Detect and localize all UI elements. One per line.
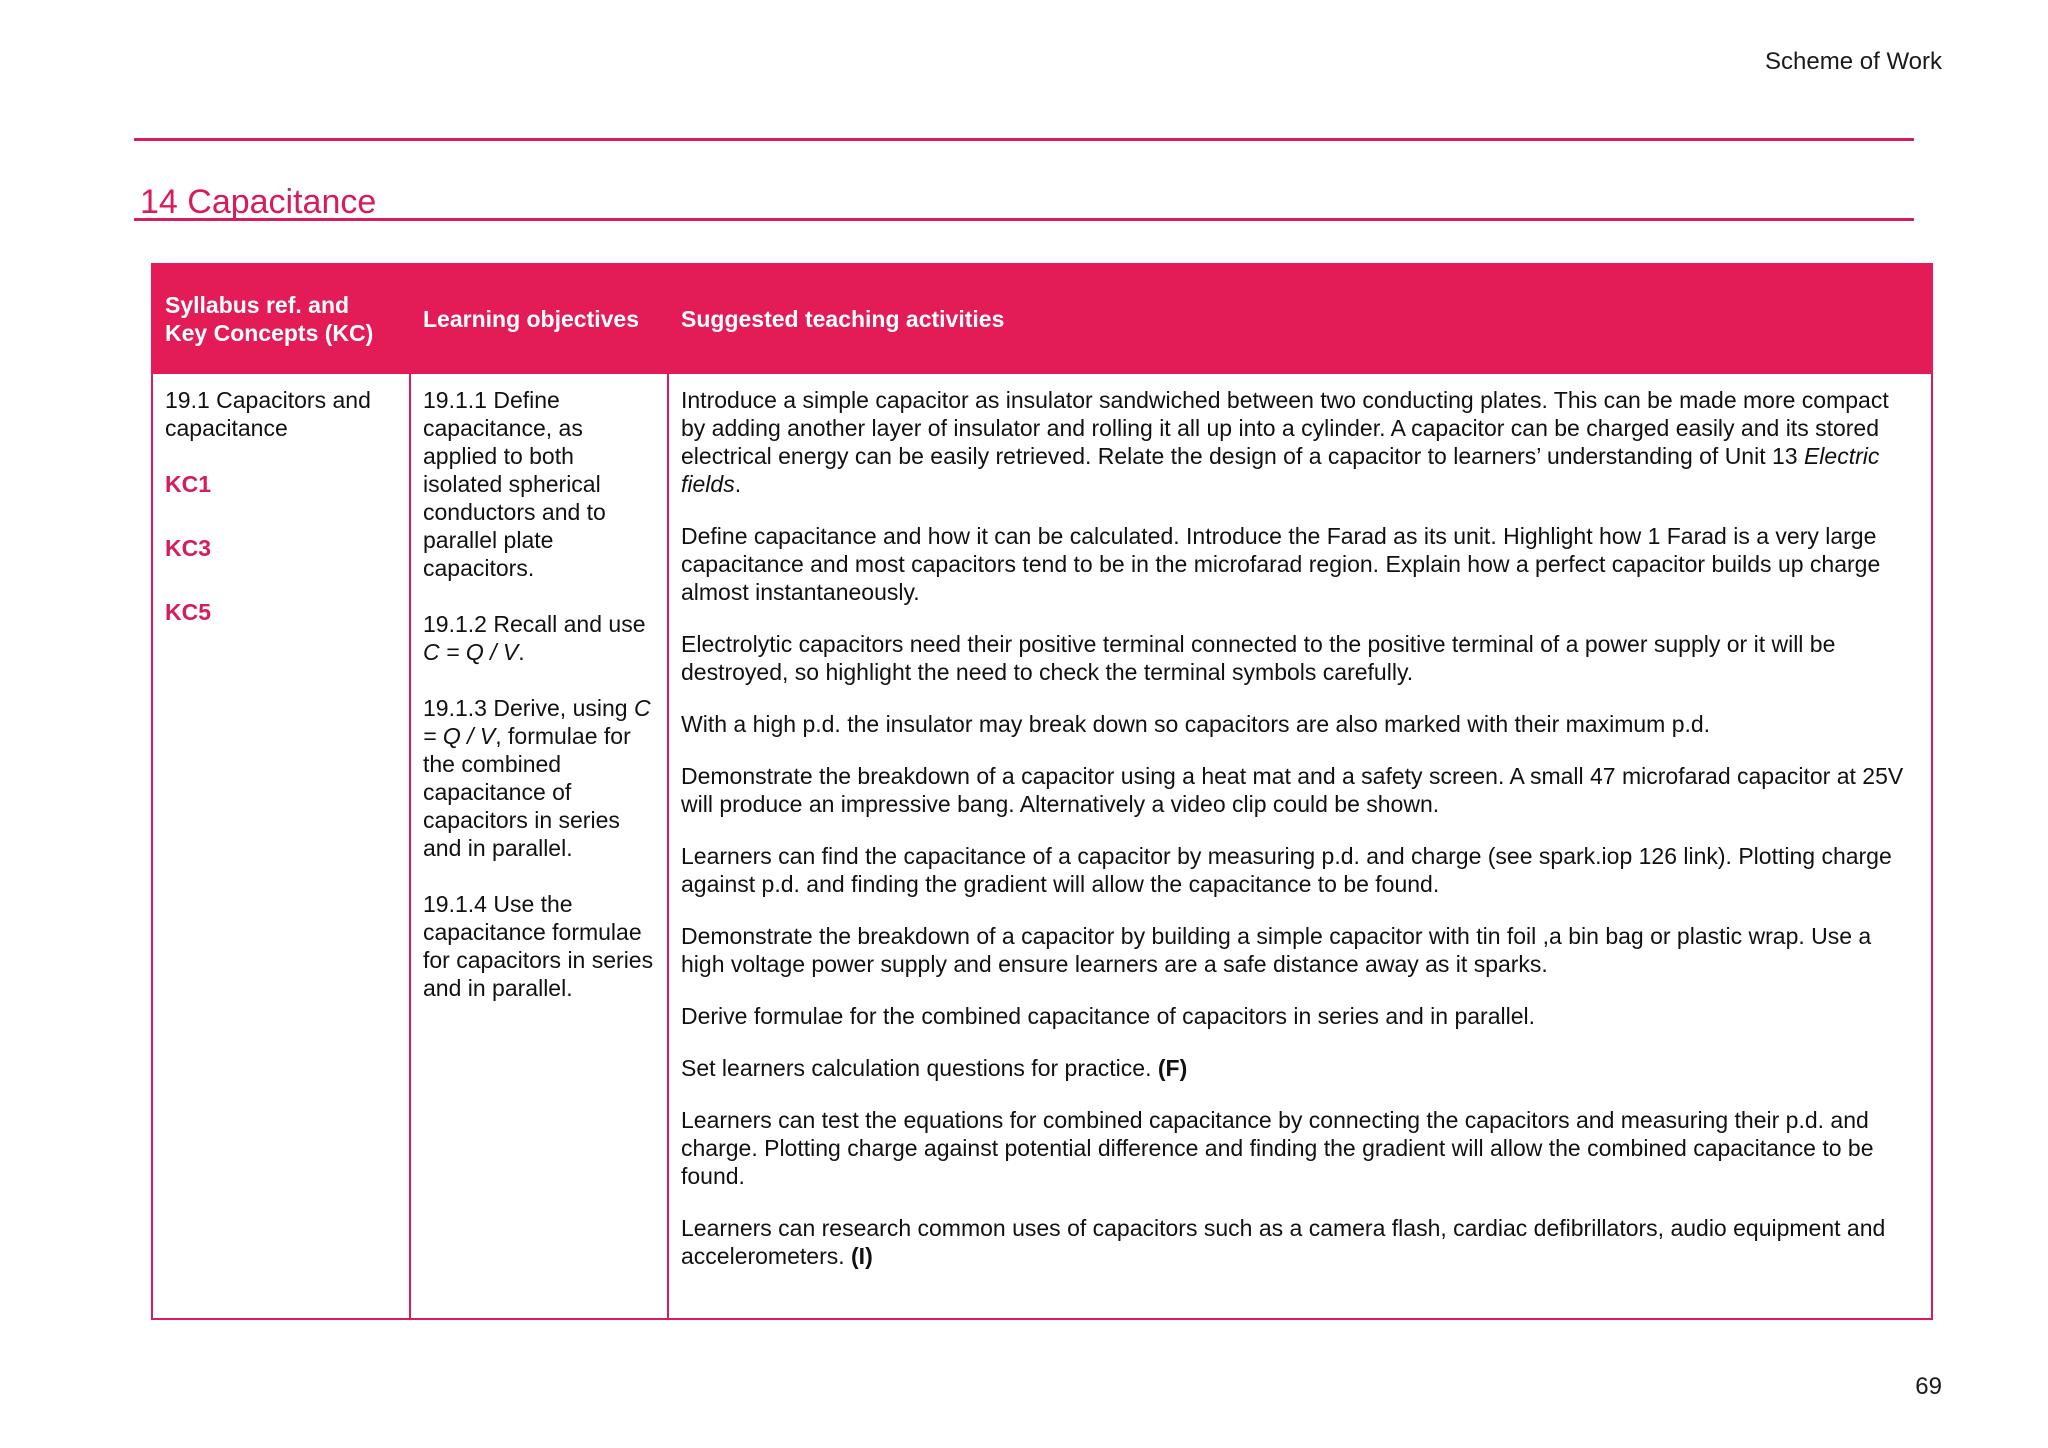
scheme-of-work-table [151, 263, 1933, 1320]
syllabus-ref: 19.1 Capacitors and capacitance [165, 387, 371, 441]
activity-paragraph: Learners can test the equations for combined capacitance by connecting the capacitors and measuring their p.d. and charge. Plotting charge against potential difference and finding the gradient will allow the combined capacitance to be found. [681, 1107, 1874, 1189]
key-concept-kc5: KC5 [165, 599, 212, 625]
activity-paragraph: Learners can find the capacitance of a capacitor by measuring p.d. and charge (see spark.iop 126 link). Plotting charge against p.d. and finding the gradient will allow the capacitance to be found. [681, 843, 1892, 897]
objective-19-1-4: 19.1.4 Use the capacitance formulae for capacitors in series and in parallel. [423, 891, 654, 1001]
objective-19-1-2: 19.1.2 Recall and use C = Q / V. [423, 611, 646, 665]
formative-marker: (F) [1157, 1055, 1188, 1081]
activity-paragraph: Define capacitance and how it can be calculated. Introduce the Farad as its unit. Highlight how 1 Farad is a very large capacitance and most capacitors tend to be in the microfarad region. Explain how a perfect capacitor builds up charge almost instantaneously. [681, 523, 1881, 605]
activity-paragraph: Electrolytic capacitors need their positive terminal connected to the positive terminal of a power supply or it will be destroyed, so highlight the need to check the terminal symbols carefully. [681, 631, 1836, 685]
title-rule-bottom [134, 218, 1914, 221]
independent-marker: (I) [851, 1243, 873, 1269]
page-number: 69 [1915, 1373, 1942, 1400]
objective-19-1-3: 19.1.3 Derive, using C = Q / V, formulae for the combined capacitance of capacitors in series and in parallel. [423, 695, 651, 861]
formula-c-q-v: C = Q / V [423, 695, 651, 749]
activities-cell [668, 373, 1932, 1319]
column-header-objectives: Learning objectives [410, 264, 668, 373]
objective-19-1-1: 19.1.1 Define capacitance, as applied to both isolated spherical conductors and to parallel plate capacitors. [423, 387, 606, 581]
activity-paragraph: Derive formulae for the combined capacitance of capacitors in series and in parallel. [681, 1003, 1535, 1029]
page-title: 14 Capacitance [140, 182, 377, 221]
table-header-row [152, 264, 1932, 373]
formula-c-q-v: C = Q / V [423, 639, 519, 665]
key-concept-kc3: KC3 [165, 535, 212, 561]
table-row [152, 373, 1932, 1319]
activity-paragraph: Set learners calculation questions for practice. (F) [681, 1055, 1188, 1081]
key-concept-kc1: KC1 [165, 471, 212, 497]
document-header-label: Scheme of Work [1765, 48, 1942, 75]
syllabus-cell [152, 373, 410, 1319]
unit-reference: Electric fields [681, 443, 1880, 497]
activity-paragraph: Learners can research common uses of capacitors such as a camera flash, cardiac defibrillators, audio equipment and accelerometers. (I) [681, 1215, 1886, 1269]
objectives-cell [410, 373, 668, 1319]
activity-paragraph: Demonstrate the breakdown of a capacitor by building a simple capacitor with tin foil ,a bin bag or plastic wrap. Use a high voltage power supply and ensure learners are a safe distance away as it sparks. [681, 923, 1872, 977]
title-rule-top [134, 138, 1914, 141]
column-header-activities: Suggested teaching activities [668, 264, 1932, 373]
activity-paragraph: Demonstrate the breakdown of a capacitor using a heat mat and a safety screen. A small 47 microfarad capacitor at 25V will produce an impressive bang. Alternatively a video clip could be shown. [681, 763, 1904, 817]
column-header-syllabus: Syllabus ref. and Key Concepts (KC) [152, 264, 410, 373]
activity-paragraph: Introduce a simple capacitor as insulator sandwiched between two conducting plates. This can be made more compact by adding another layer of insulator and rolling it all up into a cylinder. A capacitor can be charged easily and its stored electrical energy can be easily retrieved. Relate the design of a capacitor to learners’ understanding of Unit 13 Electric fields. [681, 387, 1889, 497]
activity-paragraph: With a high p.d. the insulator may break down so capacitors are also marked with their maximum p.d. [681, 711, 1711, 737]
